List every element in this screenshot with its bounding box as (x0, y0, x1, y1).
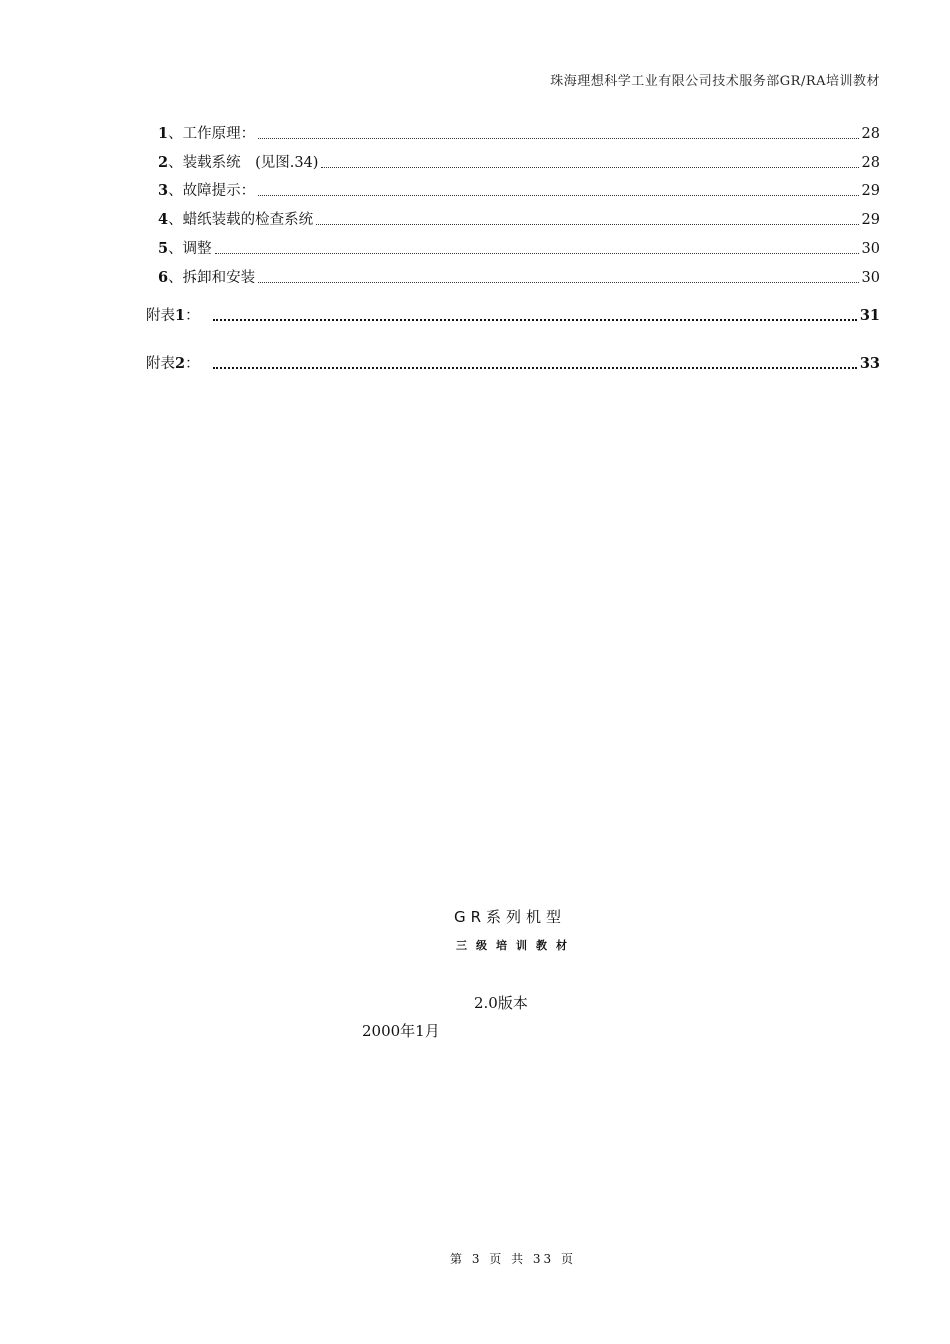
toc-entry-page: 33 (859, 355, 880, 372)
toc-leader-dots (316, 223, 858, 225)
toc-entry[interactable] (158, 154, 880, 172)
page-footer: 第 3 页 共 33 页 (450, 1252, 576, 1266)
toc-entry-number: 3 (158, 182, 169, 199)
toc-leader-dots (213, 318, 857, 321)
cover-version: 2.0版本 (474, 994, 528, 1012)
toc-entry-number: 4 (158, 211, 169, 228)
toc-leader-dots (215, 252, 859, 254)
toc-entry[interactable] (158, 211, 880, 229)
page-header: 珠海理想科学工业有限公司技术服务部GR/RA培训教材 (550, 74, 880, 89)
toc-entry[interactable] (158, 240, 880, 258)
toc-entry-title: 附表 (146, 308, 175, 324)
cover-date: 2000年1月 (362, 1022, 440, 1040)
toc-leader-dots (321, 166, 858, 168)
toc-entry-title: 、工作原理： (168, 126, 256, 142)
toc-entry-page: 30 (861, 270, 880, 286)
toc-entry[interactable] (158, 125, 880, 143)
toc-entry-title: 、故障提示： (168, 183, 256, 199)
toc-entry-page: 29 (861, 183, 880, 199)
toc-leader-dots (258, 137, 858, 139)
cover-series-title: GR系列机型 (453, 908, 567, 926)
toc-entry-page: 31 (859, 307, 880, 324)
toc-entry-title: 、拆卸和安装 (168, 270, 256, 286)
toc-leader-dots (258, 281, 858, 283)
toc-entry-number: 1 (175, 307, 186, 324)
toc-entry-page: 29 (861, 212, 880, 228)
toc-entry-suffix: ： (185, 308, 200, 324)
toc-entry-title: 、装载系统 (见图.34) (168, 155, 319, 171)
toc-entry-page: 28 (861, 126, 880, 142)
toc-appendix-entry[interactable] (146, 355, 880, 373)
toc-entry-number: 5 (158, 240, 169, 257)
toc-entry-number: 1 (158, 125, 169, 142)
toc-appendix-entry[interactable] (146, 307, 880, 325)
toc-entry-number: 2 (158, 154, 169, 171)
toc-entry-number: 6 (158, 269, 169, 286)
toc-entry-number: 2 (175, 355, 186, 372)
toc-entry[interactable] (158, 269, 880, 287)
toc-entry-page: 30 (861, 241, 880, 257)
toc-entry-page: 28 (861, 155, 880, 171)
cover-subtitle: 三级培训教材 (456, 939, 576, 952)
toc-leader-dots (258, 194, 858, 196)
toc-entry-title: 附表 (146, 356, 175, 372)
toc-entry-suffix: ： (185, 356, 200, 372)
toc-leader-dots (213, 366, 857, 369)
toc-entry[interactable] (158, 182, 880, 200)
toc-entry-title: 、调整 (168, 241, 212, 257)
toc-entry-title: 、蜡纸装载的检查系统 (168, 212, 314, 228)
